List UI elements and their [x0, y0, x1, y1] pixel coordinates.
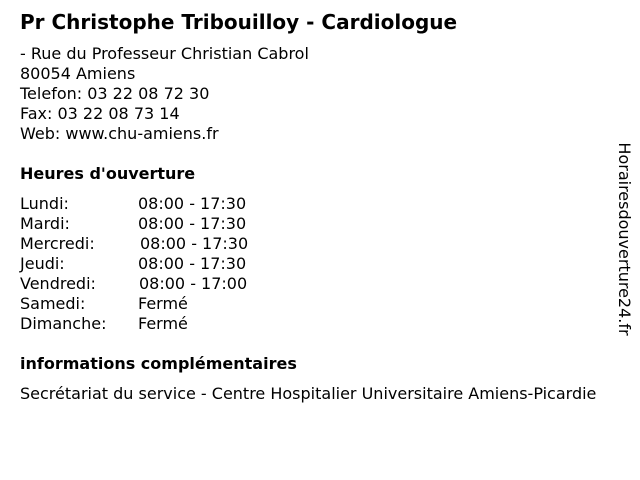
hours-value: Fermé — [138, 294, 188, 313]
hours-row-friday — [20, 274, 320, 294]
day-label: Dimanche: — [20, 314, 107, 333]
street-address: - Rue du Professeur Christian Cabrol — [20, 44, 309, 63]
day-label: Mercredi: — [20, 234, 95, 253]
additional-info-heading: informations complémentaires — [20, 354, 297, 373]
hours-row-thursday — [20, 254, 320, 274]
day-label: Vendredi: — [20, 274, 96, 293]
business-name: Pr Christophe Tribouilloy - Cardiologue — [20, 10, 458, 34]
city-postal: 80054 Amiens — [20, 64, 136, 83]
hours-row-wednesday — [20, 234, 320, 254]
opening-hours-heading: Heures d'ouverture — [20, 164, 196, 183]
day-label: Lundi: — [20, 194, 69, 213]
hours-row-tuesday — [20, 214, 320, 234]
day-label: Samedi: — [20, 294, 86, 313]
hours-value: Fermé — [138, 314, 188, 333]
day-label: Mardi: — [20, 214, 70, 233]
hours-value: 08:00 - 17:30 — [140, 234, 249, 253]
hours-value: 08:00 - 17:30 — [138, 214, 247, 233]
opening-hours-table — [20, 194, 320, 334]
phone-number: Telefon: 03 22 08 72 30 — [20, 84, 210, 103]
fax-number: Fax: 03 22 08 73 14 — [20, 104, 180, 123]
hours-value: 08:00 - 17:00 — [139, 274, 248, 293]
website: Web: www.chu-amiens.fr — [20, 124, 219, 143]
hours-row-monday — [20, 194, 320, 214]
day-label: Jeudi: — [20, 254, 65, 273]
watermark-label: Horairesdouverture24.fr — [615, 142, 634, 336]
contact-details — [20, 44, 309, 144]
additional-info-text: Secrétariat du service - Centre Hospitalier Universitaire Amiens-Picardie — [20, 384, 597, 403]
hours-value: 08:00 - 17:30 — [138, 254, 247, 273]
hours-row-sunday — [20, 314, 320, 334]
hours-row-saturday — [20, 294, 320, 314]
hours-value: 08:00 - 17:30 — [138, 194, 247, 213]
